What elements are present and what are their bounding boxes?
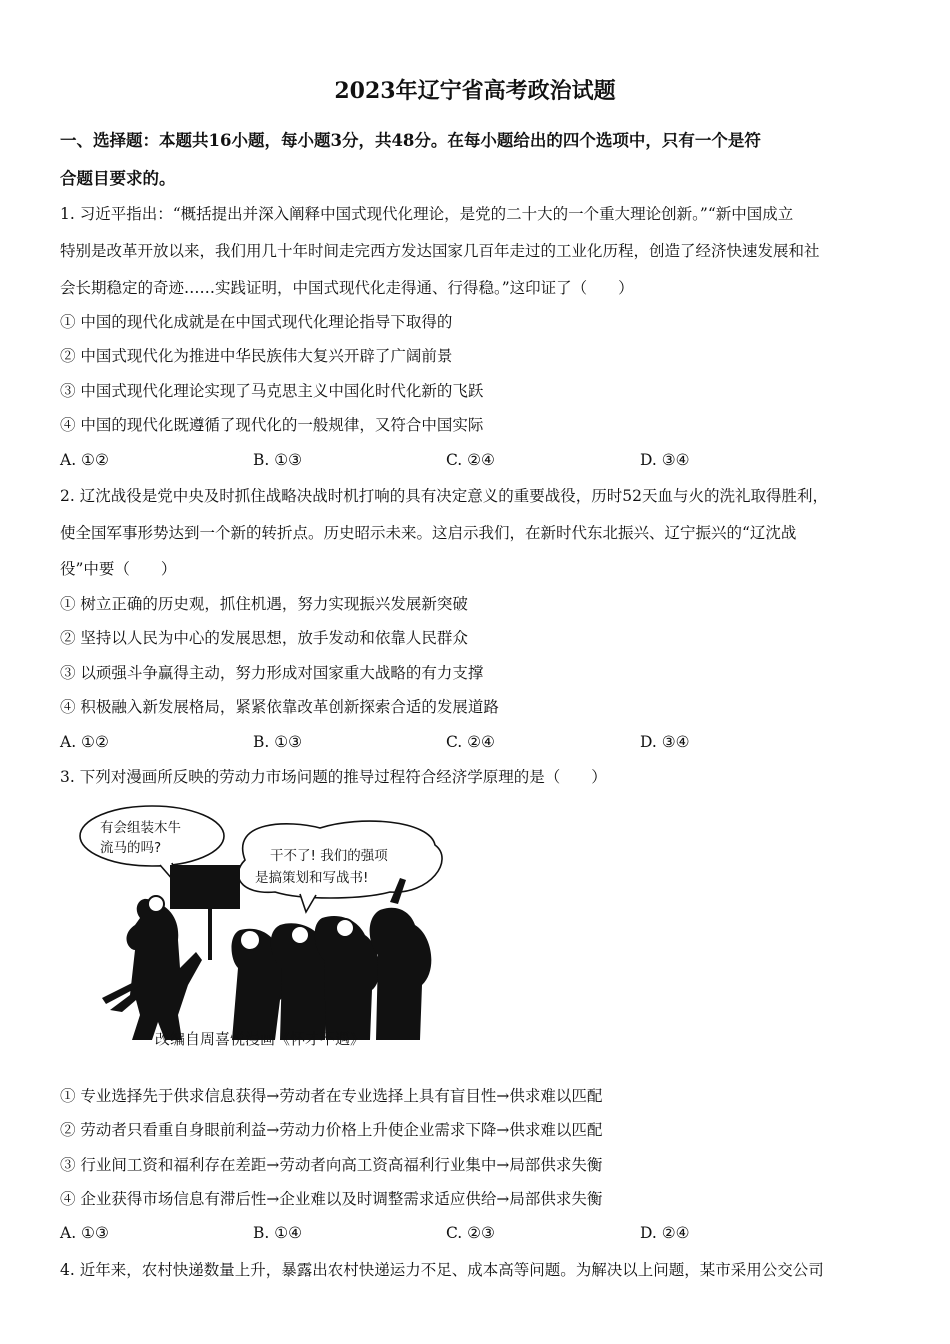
q2-option-c: C. ②④ <box>446 733 495 751</box>
q2-option-a: A. ①② <box>60 733 109 751</box>
q3-item-4: ④ 企业获得市场信息有滞后性→企业难以及时调整需求适应供给→局部供求失衡 <box>60 1190 603 1208</box>
q3-option-c: C. ②③ <box>446 1224 495 1242</box>
bubble-right-line2: 是搞策划和写战书! <box>255 870 369 886</box>
page-title: 2023年辽宁省高考政治试题 <box>334 78 616 104</box>
q3-stem: 3. 下列对漫画所反映的劳动力市场问题的推导过程符合经济学原理的是（ ） <box>60 768 607 786</box>
q1-option-c: C. ②④ <box>446 451 495 469</box>
q1-option-a: A. ①② <box>60 451 109 469</box>
q2-stem-line2: 使全国军事形势达到一个新的转折点。历史昭示未来。这启示我们，在新时代东北振兴、辽宁振兴的“辽沈战 <box>60 524 797 542</box>
q2-stem-line3: 役”中要（ ） <box>60 560 177 578</box>
section-heading-line1: 一、选择题：本题共16小题，每小题3分，共48分。在每小题给出的四个选项中，只有一个是符 <box>60 131 761 150</box>
section-heading-line2: 合题目要求的。 <box>60 169 176 188</box>
q1-stem-line2: 特别是改革开放以来，我们用几十年时间走完西方发达国家几百年走过的工业化历程，创造了经济快速发展和社 <box>60 242 820 260</box>
q3-item-1: ① 专业选择先于供求信息获得→劳动者在专业选择上具有盲目性→供求难以匹配 <box>60 1087 603 1105</box>
q1-stem-line1: 1. 习近平指出：“概括提出并深入阐释中国式现代化理论，是党的二十大的一个重大理论创新。”“新中国成立 <box>60 205 794 223</box>
general-figure <box>102 896 202 1040</box>
cartoon-caption: 改编自周喜悦漫画《怀才不遇》 <box>155 1030 366 1048</box>
q1-item-3: ③ 中国式现代化理论实现了马克思主义中国化时代化新的飞跃 <box>60 382 484 400</box>
q2-item-2: ② 坚持以人民为中心的发展思想，放手发动和依靠人民群众 <box>60 629 468 647</box>
bubble-left-line2: 流马的吗? <box>100 840 162 856</box>
q3-option-a: A. ①③ <box>60 1224 109 1242</box>
q2-option-b: B. ①③ <box>253 733 303 751</box>
q1-option-d: D. ③④ <box>640 451 690 469</box>
q1-item-4: ④ 中国的现代化既遵循了现代化的一般规律，又符合中国实际 <box>60 416 484 434</box>
q1-item-2: ② 中国式现代化为推进中华民族伟大复兴开辟了广阔前景 <box>60 347 453 365</box>
q1-stem-line3: 会长期稳定的奇迹……实践证明，中国式现代化走得通、行得稳。”这印证了（ ） <box>60 279 634 297</box>
q4-stem-line1: 4. 近年来，农村快递数量上升，暴露出农村快递运力不足、成本高等问题。为解决以上问题，某市采用公交公司 <box>60 1261 824 1279</box>
q2-item-4: ④ 积极融入新发展格局，紧紧依靠改革创新探索合适的发展道路 <box>60 698 499 716</box>
q3-option-b: B. ①④ <box>253 1224 303 1242</box>
q3-option-d: D. ②④ <box>640 1224 690 1242</box>
cartoon-figure <box>60 800 460 1055</box>
q3-item-3: ③ 行业间工资和福利存在差距→劳动者向高工资高福利行业集中→局部供求失衡 <box>60 1156 603 1174</box>
q2-stem-line1: 2. 辽沈战役是党中央及时抓住战略决战时机打响的具有决定意义的重要战役，历时52天血与火的洗礼取得胜利， <box>60 487 828 505</box>
signboard <box>170 865 240 909</box>
q1-option-b: B. ①③ <box>253 451 303 469</box>
q1-item-1: ① 中国的现代化成就是在中国式现代化理论指导下取得的 <box>60 313 453 331</box>
q2-item-1: ① 树立正确的历史观，抓住机遇，努力实现振兴发展新突破 <box>60 595 468 613</box>
q2-option-d: D. ③④ <box>640 733 690 751</box>
q3-item-2: ② 劳动者只看重自身眼前利益→劳动力价格上升使企业需求下降→供求难以匹配 <box>60 1121 603 1139</box>
bubble-left-line1: 有会组装木牛 <box>100 820 181 836</box>
q2-item-3: ③ 以顽强斗争赢得主动，努力形成对国家重大战略的有力支撑 <box>60 664 484 682</box>
scholar-group <box>232 878 432 1040</box>
bubble-right-line1: 干不了! 我们的强项 <box>270 848 388 864</box>
